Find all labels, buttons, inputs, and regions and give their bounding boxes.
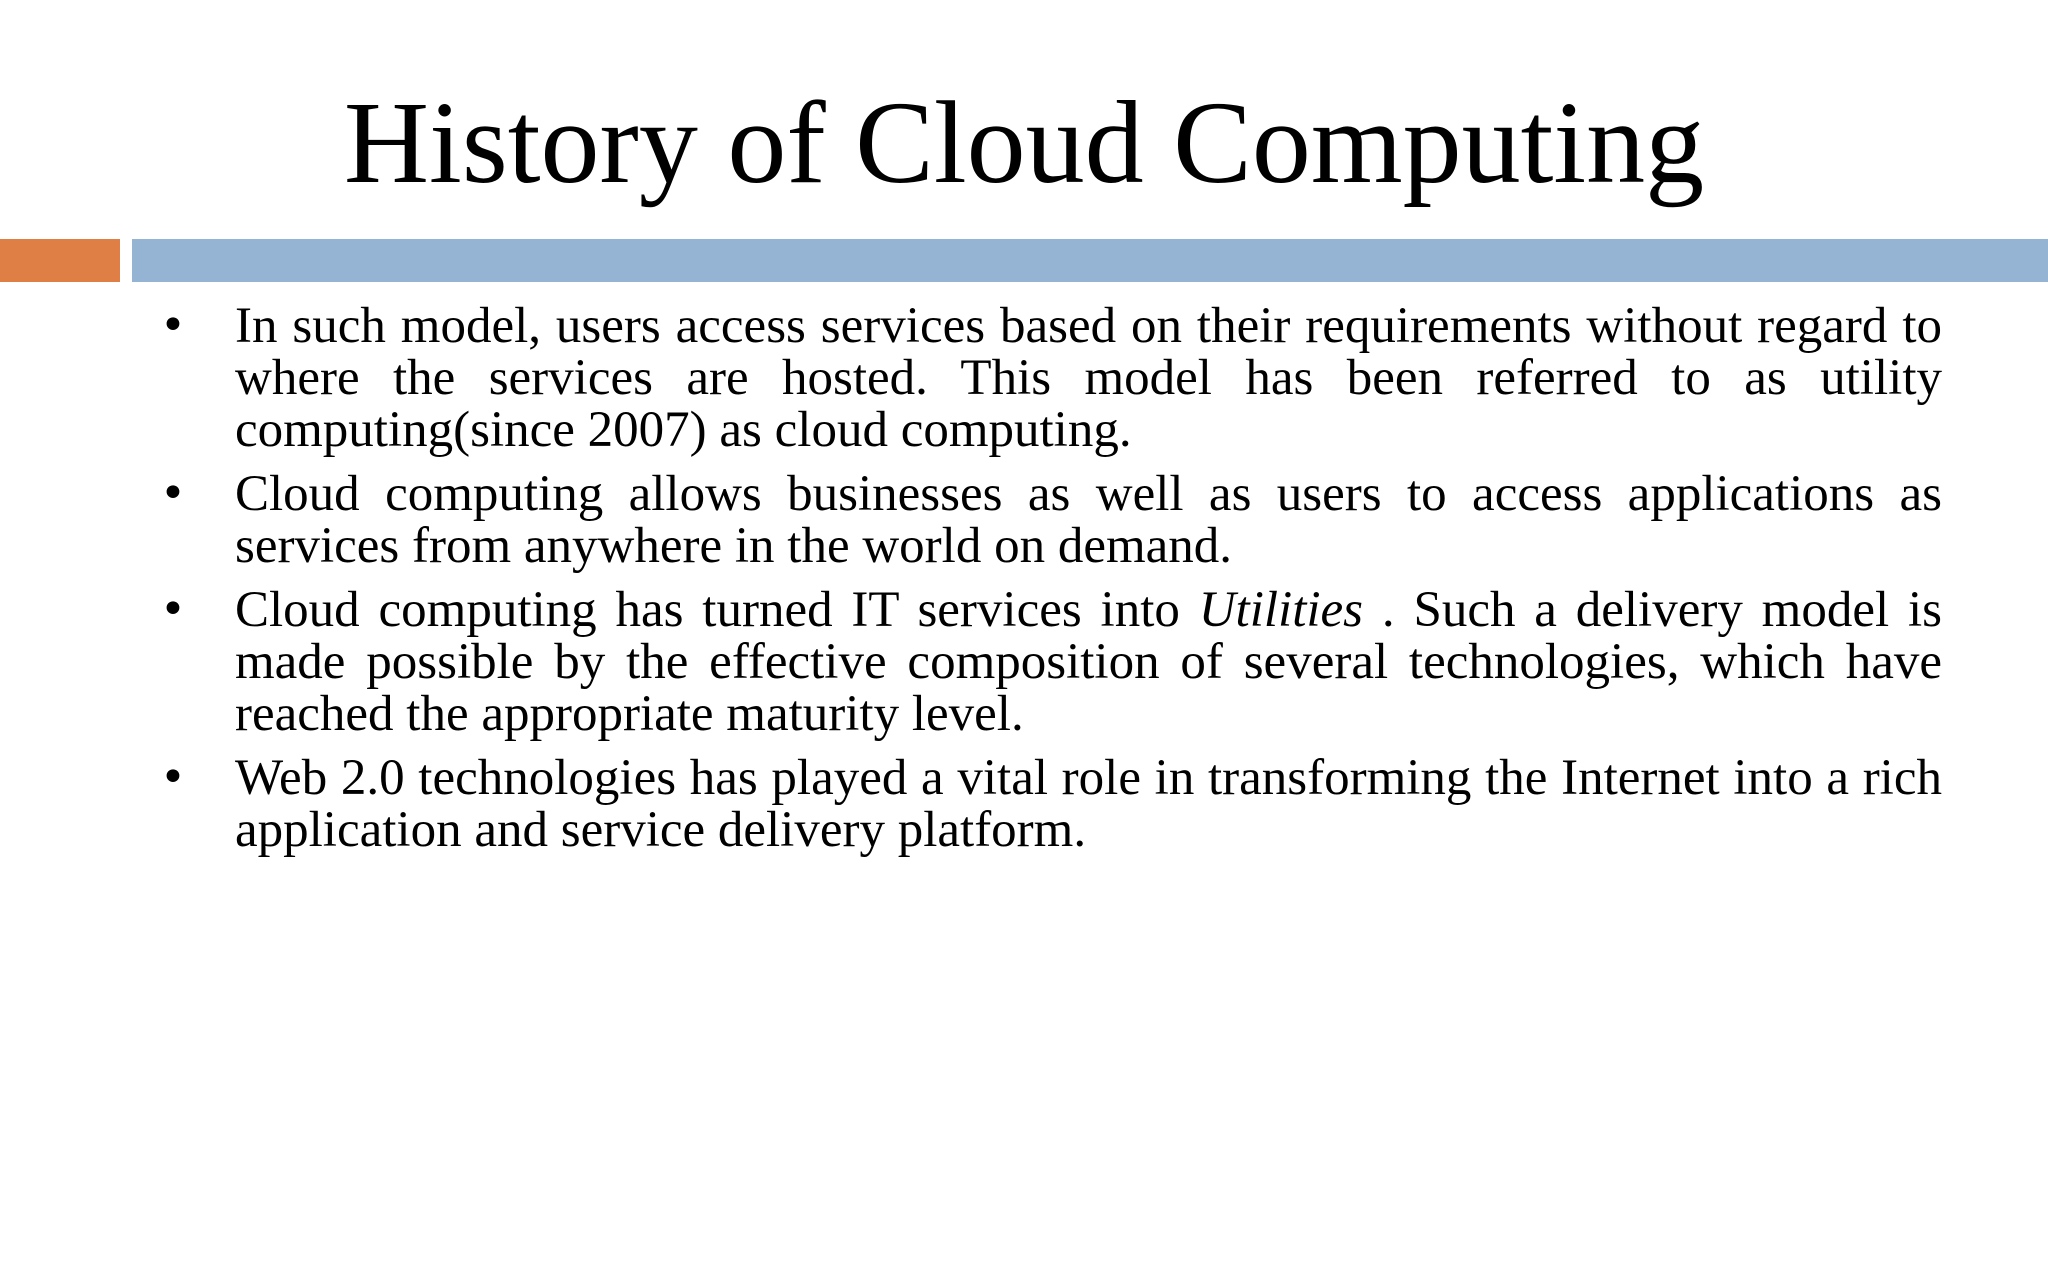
bullet-text [235,584,1942,740]
slide-title: History of Cloud Computing [343,77,1705,208]
bullet-list [0,300,2048,868]
bullet-dot-icon: • [160,752,186,803]
bullet-item [0,752,2048,856]
bullet-dot-icon: • [160,300,186,351]
bullet-text: Web 2.0 technologies has played a vital role in transforming the Internet into a rich application and service delivery platform. [235,750,1942,858]
bullet-text-after: . Such a delivery model is made possible by the effective composition of several technologies, which have reached the appropriate maturity level. [235,582,1942,742]
bullet-dot-icon: • [160,584,186,635]
bullet-dot-icon: • [160,468,186,519]
bullet-text: In such model, users access services based on their requirements without regard to where the services are hosted. This model has been referred to as utility computing(since 2007) as cloud computing. [235,298,1942,458]
bullet-item [0,468,2048,572]
bullet-item [0,584,2048,740]
bullet-text-before: Cloud computing has turned IT services into [235,582,1199,638]
accent-bar-orange [0,239,120,282]
accent-bar-blue [132,239,2048,282]
bullet-item [0,300,2048,456]
bullet-text: Cloud computing allows businesses as well as users to access applications as services from anywhere in the world on demand. [235,466,1942,574]
bullet-text-emphasis: Utilities [1198,582,1364,638]
